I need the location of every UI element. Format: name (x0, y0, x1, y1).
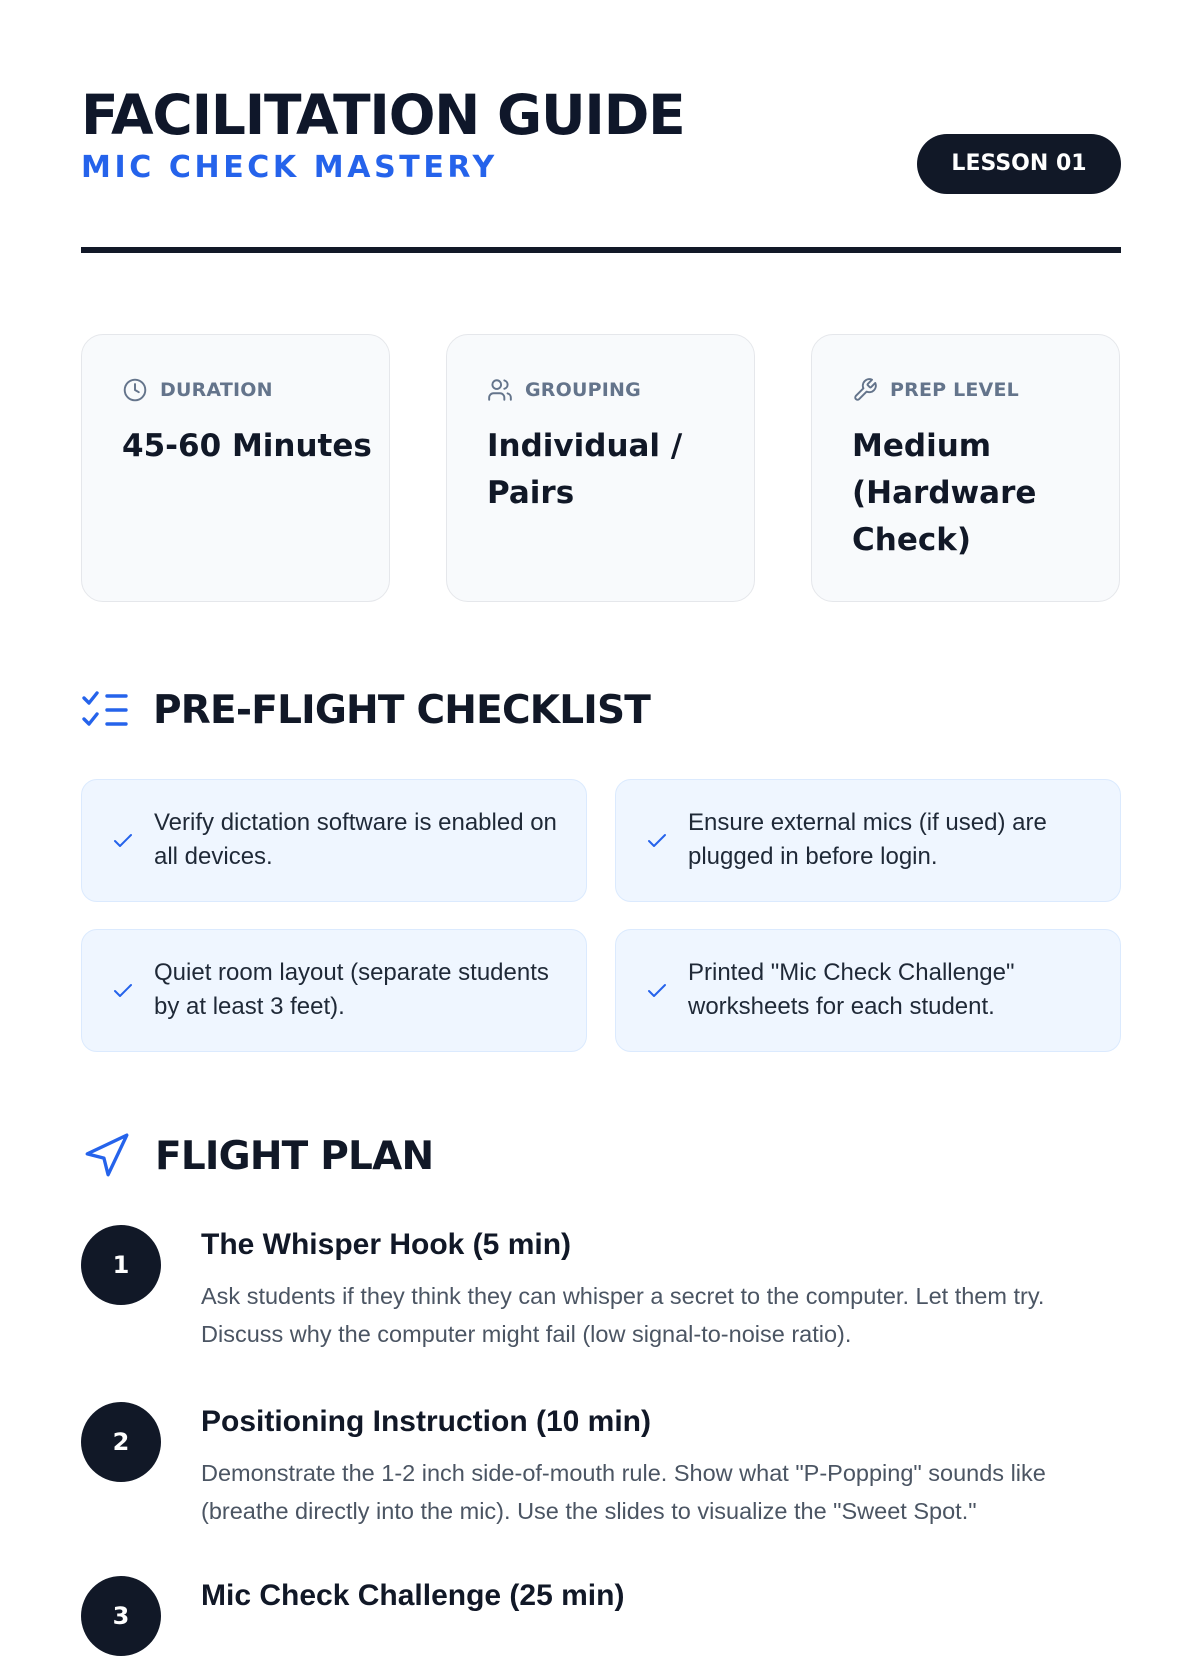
prep-level-card (811, 334, 1120, 602)
guide-header (81, 82, 1121, 202)
check-icon (112, 832, 134, 855)
checklist-title: PRE-FLIGHT CHECKLIST (153, 687, 651, 733)
duration-label-row (122, 377, 273, 403)
checklist-item (615, 779, 1121, 902)
duration-label: DURATION (160, 379, 273, 401)
checklist-item-text: Printed "Mic Check Challenge" worksheets for each student. (688, 959, 1015, 1020)
flight-plan-title: FLIGHT PLAN (155, 1133, 434, 1179)
header-divider (81, 247, 1121, 253)
grouping-card (446, 334, 755, 602)
step-title: The Whisper Hook (5 min) (201, 1228, 572, 1261)
grouping-label-row (487, 377, 641, 403)
checklist-item (81, 929, 587, 1052)
step-number-badge: 1 (81, 1225, 161, 1305)
step-title: Positioning Instruction (10 min) (201, 1405, 651, 1438)
page-title: FACILITATION GUIDE (81, 83, 685, 147)
wrench-icon (852, 377, 878, 403)
flight-plan-step (81, 1402, 1121, 1542)
duration-card (81, 334, 390, 602)
prep-level-label-row (852, 377, 1019, 403)
step-description: Demonstrate the 1-2 inch side-of-mouth rule. Show what "P-Popping" sounds like (breathe directly into the mic). Use the slides to visualize the "Sweet Spot." (201, 1460, 1046, 1524)
checklist-item (81, 779, 587, 902)
grouping-value: Individual / Pairs (487, 428, 683, 511)
prep-level-label: PREP LEVEL (890, 379, 1019, 401)
checklist-item-text: Ensure external mics (if used) are plugged in before login. (688, 809, 1047, 870)
flight-plan-step (81, 1225, 1121, 1365)
step-number-badge: 3 (81, 1576, 161, 1656)
checklist-item (615, 929, 1121, 1052)
step-number-badge: 2 (81, 1402, 161, 1482)
checklist-item-text: Quiet room layout (separate students by at least 3 feet). (154, 959, 549, 1020)
checklist-item-text: Verify dictation software is enabled on all devices. (154, 809, 557, 870)
step-title: Mic Check Challenge (25 min) (201, 1579, 625, 1612)
flight-plan-step (81, 1576, 1121, 1630)
check-icon (112, 982, 134, 1005)
list-checks-icon (81, 690, 129, 730)
check-icon (646, 832, 668, 855)
duration-value: 45-60 Minutes (122, 428, 372, 464)
prep-level-value: Medium (Hardware Check) (852, 428, 1037, 558)
clock-icon (122, 377, 148, 403)
flight-plan-heading (81, 1128, 433, 1184)
lesson-badge: LESSON 01 (917, 134, 1121, 194)
send-icon (81, 1131, 131, 1181)
step-description: Ask students if they think they can whisper a secret to the computer. Let them try. Discuss why the computer might fail (low signal-to-noise ratio). (201, 1283, 1045, 1347)
check-icon (646, 982, 668, 1005)
checklist-heading (81, 682, 650, 738)
users-icon (487, 377, 513, 403)
grouping-label: GROUPING (525, 379, 641, 401)
page-subtitle: MIC CHECK MASTERY (81, 150, 498, 185)
